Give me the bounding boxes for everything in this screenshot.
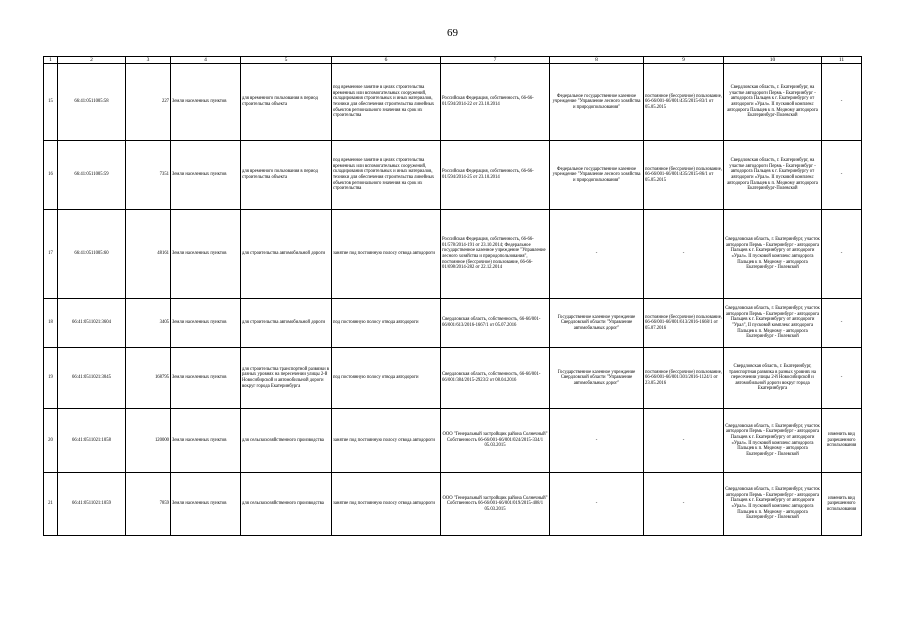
encumbrance-cell: постоянное (бессрочное) пользование, 66-66/001-66/001/435/2015-86/1 от 05.05.2015 bbox=[644, 141, 724, 210]
owner-cell: Свердловская область, собственность, 66-66/001-66/001/613/2016-1667/1 от 05.07.2016 bbox=[441, 299, 550, 348]
permitted-use-cell: для строительства автомобильной дороги bbox=[241, 210, 332, 299]
note-cell: - bbox=[822, 64, 862, 141]
table-row bbox=[44, 409, 862, 473]
table-row bbox=[44, 64, 862, 141]
permitted-use-cell: для сельскохозяйственного производства bbox=[241, 473, 332, 536]
area-cell: 227 bbox=[126, 64, 171, 141]
owner-cell: ООО "Генеральный застройщик района Солнечный" Собственность 66-66/001-66/001/024/2015-334/1 05.03.2015 bbox=[441, 409, 550, 473]
purpose-cell: занятие под постоянную полосу отвода автодороги bbox=[332, 473, 441, 536]
col-header: 7 bbox=[441, 57, 550, 64]
rights-holder-cell: Государственное казенное учреждение Свердловской области "Управление автомобильных дорог" bbox=[550, 299, 644, 348]
permitted-use-cell: для строительства автомобильной дороги bbox=[241, 299, 332, 348]
note-cell: - bbox=[822, 348, 862, 409]
land-category-cell: Земли населенных пунктов bbox=[171, 473, 241, 536]
row-number: 21 bbox=[44, 473, 58, 536]
rights-holder-cell: Федеральное государственное казенное учреждение "Управление лесного хозяйства и природопользования" bbox=[550, 141, 644, 210]
permitted-use-cell: для временного пользования в период строительства объекта bbox=[241, 64, 332, 141]
col-header: 4 bbox=[171, 57, 241, 64]
note-cell: - bbox=[822, 299, 862, 348]
location-cell: Свердловская область, г. Екатеринбург, транспортная развязка в разных уровнях на пересечении улицы 2-й Новосибирской и автомобильной дороги вокруг города Екатеринбурга bbox=[724, 348, 822, 409]
cadastral-number: 66:41:0511005:60 bbox=[58, 210, 126, 299]
location-cell: Свердловская область, г. Екатеринбург, на участке автодороги Пермь - Екатеринбург - автодорога Пальцев к г. Екатеринбургу от автодороги «Урал». II пусковой комплекс автодорога Пальцев к п. Медному автодорога Екатеринбург-Полевской bbox=[724, 141, 822, 210]
rights-holder-cell: - bbox=[550, 409, 644, 473]
area-cell: 3405 bbox=[126, 299, 171, 348]
location-cell: Свердловская область, г. Екатеринбург, участок автодороги Пермь - Екатеринбург - автодорога Пальцев к г. Екатеринбургу от автодороги "Урал", II пусковой комплекс автодорога Пальцев к п. Медному - автодорога Екатеринбург - Полевской bbox=[724, 299, 822, 348]
table-row bbox=[44, 141, 862, 210]
rights-holder-cell: Государственное казенное учреждение Свердловской области "Управление автомобильных дорог" bbox=[550, 348, 644, 409]
encumbrance-cell: - bbox=[644, 409, 724, 473]
permitted-use-cell: для временного пользования в период строительства объекта bbox=[241, 141, 332, 210]
location-cell: Свердловская область, г. Екатеринбург, участок автодороги Пермь - Екатеринбург - автодорога Пальцев к г. Екатеринбургу от автодороги «Урал». II пусковой комплекс автодорога Пальцев к п. Медному - автодорога Екатеринбург - Полевской bbox=[724, 409, 822, 473]
permitted-use-cell: для сельскохозяйственного производства bbox=[241, 409, 332, 473]
header-row bbox=[44, 57, 862, 64]
location-cell: Свердловская область, г. Екатеринбург, участок автодороги Пермь - Екатеринбург - автодорога Пальцев к г. Екатеринбургу от автодороги «Урал». II пусковой комплекс автодорога Пальцев к п. Медному - автодорога Екатеринбург - Полевской bbox=[724, 473, 822, 536]
note-cell: - bbox=[822, 210, 862, 299]
purpose-cell: занятие под постоянную полосу отвода автодороги bbox=[332, 210, 441, 299]
col-header: 3 bbox=[126, 57, 171, 64]
land-plots-table bbox=[43, 56, 862, 536]
area-cell: 168795 bbox=[126, 348, 171, 409]
owner-cell: ООО "Генеральный застройщик района Солнечный" Собственность 66-66/001-66/001/019/2015-408/1 05.03.2015 bbox=[441, 473, 550, 536]
owner-cell: Российская Федерация, собственность, 66-66-01/594/2014-22 от 23.10.2014 bbox=[441, 64, 550, 141]
table-row bbox=[44, 210, 862, 299]
location-cell: Свердловская область, г. Екатеринбург, на участке автодороги Пермь - Екатеринбург - автодорога Пальцев к г. Екатеринбургу от автодороги «Урал». II пусковой комплекс автодорога Пальцев к п. Медному автодорога Екатеринбург-Полевской bbox=[724, 64, 822, 141]
col-header: 8 bbox=[550, 57, 644, 64]
row-number: 15 bbox=[44, 64, 58, 141]
cadastral-number: 66:41:0511005:58 bbox=[58, 64, 126, 141]
encumbrance-cell: постоянное (бессрочное) пользование, 66-66/001-66/001/435/2015-83/1 от 05.05.2015 bbox=[644, 64, 724, 141]
col-header: 2 bbox=[58, 57, 126, 64]
cadastral-number: 66:41:0511021:1059 bbox=[58, 473, 126, 536]
table-row bbox=[44, 299, 862, 348]
purpose-cell: под постоянную полосу отвода автодороги bbox=[332, 299, 441, 348]
location-cell: Свердловская область, г. Екатеринбург, участок автодороги Пермь - Екатеринбург - автодорога Пальцев к г. Екатеринбургу от автодороги «Урал». II пусковой комплекс автодорога Пальцев к п. Медному - автодорога Екатеринбург - Полевской bbox=[724, 210, 822, 299]
row-number: 16 bbox=[44, 141, 58, 210]
land-category-cell: Земли населенных пунктов bbox=[171, 299, 241, 348]
land-category-cell: Земли населенных пунктов bbox=[171, 409, 241, 473]
area-cell: 120000 bbox=[126, 409, 171, 473]
land-category-cell: Земли населенных пунктов bbox=[171, 64, 241, 141]
row-number: 18 bbox=[44, 299, 58, 348]
area-cell: 7351 bbox=[126, 141, 171, 210]
col-header: 10 bbox=[724, 57, 822, 64]
cadastral-number: 66:41:0511005:59 bbox=[58, 141, 126, 210]
note-cell: изменить вид разрешенного использования bbox=[822, 409, 862, 473]
col-header: 9 bbox=[644, 57, 724, 64]
rights-holder-cell: - bbox=[550, 210, 644, 299]
page-number: 69 bbox=[447, 27, 458, 39]
owner-cell: Свердловская область, собственность, 66-66/001-66/001/384/2015-2923/2 от 08.04.2016 bbox=[441, 348, 550, 409]
purpose-cell: под временное занятие в целях строительства временных или вспомогательных сооружений, складирования строительных и иных материалов, техники для обеспечения строительства линейных объектов регионального значения на срок их строительства bbox=[332, 141, 441, 210]
cadastral-number: 66:41:0511021:3604 bbox=[58, 299, 126, 348]
col-header: 6 bbox=[332, 57, 441, 64]
note-cell: изменить вид разрешенного использования bbox=[822, 473, 862, 536]
land-category-cell: Земли населенных пунктов bbox=[171, 210, 241, 299]
permitted-use-cell: для строительства транспортной развязки в разных уровнях на пересечении улицы 2-й Новосибирской и автомобильной дороги вокруг города Екатеринбурга bbox=[241, 348, 332, 409]
encumbrance-cell: - bbox=[644, 473, 724, 536]
area-cell: 7859 bbox=[126, 473, 171, 536]
area-cell: 48161 bbox=[126, 210, 171, 299]
purpose-cell: под временное занятие в целях строительства временных или вспомогательных сооружений, складирования строительных и иных материалов, техники для обеспечения строительства линейных объектов регионального значения на срок их строительства bbox=[332, 64, 441, 141]
rights-holder-cell: - bbox=[550, 473, 644, 536]
land-category-cell: Земли населенных пунктов bbox=[171, 141, 241, 210]
col-header: 11 bbox=[822, 57, 862, 64]
encumbrance-cell: постоянное (бессрочное) пользование, 66-66/001-66/001/613/2016-1668/1 от 05.07.2016 bbox=[644, 299, 724, 348]
encumbrance-cell: постоянное (бессрочное) пользование, 66-66/001-66/001/301/2016-1124/1 от 23.05.2016 bbox=[644, 348, 724, 409]
note-cell: - bbox=[822, 141, 862, 210]
table-row bbox=[44, 348, 862, 409]
row-number: 19 bbox=[44, 348, 58, 409]
rights-holder-cell: Федеральное государственное казенное учреждение "Управление лесного хозяйства и природопользования" bbox=[550, 64, 644, 141]
col-header: 1 bbox=[44, 57, 58, 64]
row-number: 20 bbox=[44, 409, 58, 473]
cadastral-number: 66:41:0511021:1058 bbox=[58, 409, 126, 473]
cadastral-number: 66:41:0511021:3045 bbox=[58, 348, 126, 409]
table-row bbox=[44, 473, 862, 536]
owner-cell: Российская Федерация, собственность, 66-66-01/594/2014-25 от 23.10.2014 bbox=[441, 141, 550, 210]
purpose-cell: под постоянную полосу отвода автодороги bbox=[332, 348, 441, 409]
row-number: 17 bbox=[44, 210, 58, 299]
encumbrance-cell: - bbox=[644, 210, 724, 299]
purpose-cell: занятие под постоянную полосу отвода автодороги bbox=[332, 409, 441, 473]
land-category-cell: Земли населенных пунктов bbox=[171, 348, 241, 409]
owner-cell: Российская Федерация, собственность, 66-66-01/578/2014-191 от 23.10.2014; Федеральное государственное казенное учреждение "Управление лесного хозяйства и природопользования", постоянное (бессрочное) пользование, 66-66-01/698/2014-282 от 22.12.2014 bbox=[441, 210, 550, 299]
col-header: 5 bbox=[241, 57, 332, 64]
